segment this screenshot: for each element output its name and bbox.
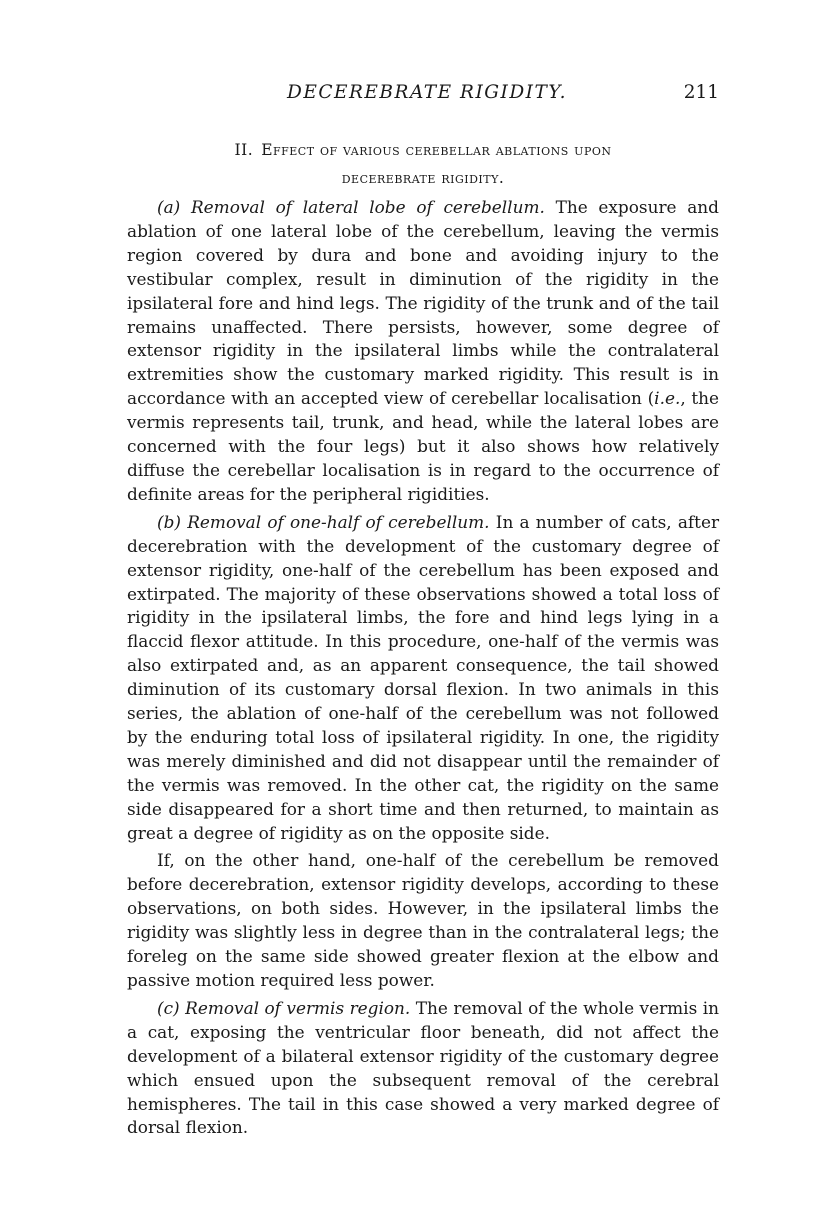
paragraph-b-continued	[127, 849, 719, 992]
paragraph-b-continued-text: If, on the other hand, one-half of the cerebellum be removed before decerebration, extensor rigidity develops, according to these observations, on both sides. However, in the ipsilateral limbs the rigidity was slightly less in degree than in the contralateral legs; the foreleg on the same side showed greater flexion at the elbow and passive motion required less power.	[127, 850, 719, 990]
section-heading-line-1	[127, 136, 719, 164]
paragraph-b-label: (b)	[157, 511, 181, 532]
paragraph-c-heading: Removal of vermis region.	[185, 997, 411, 1018]
section-title-part-2: decerebrate rigidity.	[341, 169, 505, 187]
page	[127, 82, 719, 1140]
paragraph-c-label: (c)	[157, 997, 180, 1018]
section-heading	[127, 136, 719, 192]
running-head	[127, 82, 719, 116]
paragraph-b-heading: Removal of one-half of cerebellum.	[187, 511, 490, 532]
paragraph-a	[127, 196, 719, 507]
paragraph-a-label: (a)	[157, 197, 181, 217]
page-number: 211	[683, 82, 719, 103]
section-number: II.	[234, 141, 254, 159]
paragraph-a-heading: Removal of lateral lobe of cerebellum.	[190, 197, 545, 217]
paragraph-a-text-continued: , the vermis represents tail, trunk, and head, while the lateral lobes are concerned with the four legs) but it also shows how relatively diffuse the cerebellar localisation is in regard to the occurrence of definite areas for the peripheral rigidities.	[127, 388, 720, 504]
section-title-part-1: Effect of various cerebellar ablations upon	[261, 141, 612, 159]
paragraph-b-text: In a number of cats, after decerebration with the development of the customary degree of extensor rigidity, one-half of the cerebellum has been exposed and extirpated. The majority of these observations showed a total loss of rigidity in the ipsilateral limbs, the fore and hind legs lying in a flaccid flexor attitude. In this procedure, one-half of the vermis was also extirpated and, as an apparent consequence, the tail showed diminution of its customary dorsal flexion. In two animals in this series, the ablation of one-half of the cerebellum was not followed by the enduring total loss of ipsilateral rigidity. In one, the rigidity was merely diminished and did not disappear until the remainder of the vermis was removed. In the other cat, the rigidity on the same side disappeared for a short time and then returned, to maintain as great a degree of rigidity as on the opposite side.	[127, 511, 720, 843]
paragraph-b	[127, 511, 719, 846]
paragraph-c	[127, 997, 719, 1140]
paragraph-a-ie: i.e.	[654, 388, 681, 409]
paragraph-a-text: The exposure and ablation of one lateral lobe of the cerebellum, leaving the vermis region covered by dura and bone and avoiding injury to the vestibular complex, result in diminution of the rigidity in the ipsilateral fore and hind legs. The rigidity of the trunk and of the tail remains unaffected. There persists, however, some degree of extensor rigidity in the ipsilateral limbs while the contralateral extremities show the customary marked rigidity. This result is in accordance with an accepted view of cerebellar localisation (	[127, 197, 719, 409]
paragraph-c-text: The removal of the whole vermis in a cat, exposing the ventricular floor beneath, did not affect the development of a bilateral extensor rigidity of the customary degree which ensued upon the subsequent removal of the cerebral hemispheres. The tail in this case showed a very marked degree of dorsal flexion.	[127, 997, 720, 1138]
running-title: DECEREBRATE RIGIDITY.	[287, 82, 568, 103]
